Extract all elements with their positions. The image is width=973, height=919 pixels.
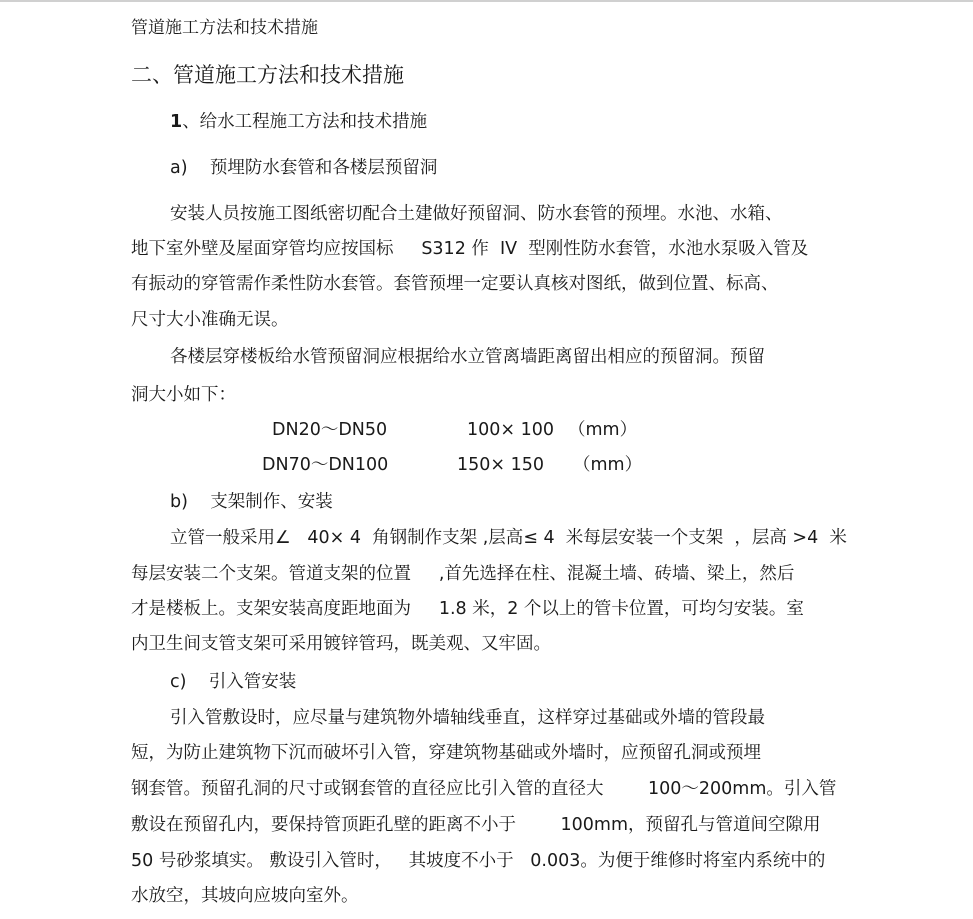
paragraph-line: 水放空，其坡向应坡向室外。 (131, 886, 359, 906)
paragraph-line: 有振动的穿管需作柔性防水套管。套管预埋一定要认真核对图纸，做到位置、标高、 (131, 274, 779, 294)
item-a-title: 预埋防水套管和各楼层预留洞 (209, 158, 438, 178)
paragraph-line: 内卫生间支管支架可采用镀锌管玛，既美观、又牢固。 (131, 634, 551, 654)
paragraph-line: 尺寸大小准确无误。 (131, 310, 289, 330)
paragraph-line: 才是楼板上。支架安装高度距地面为 1.8 米，2 个以上的管卡位置，可均匀安装。室 (131, 599, 804, 619)
paragraph-line: 引入管敷设时，应尽量与建筑物外墙轴线垂直，这样穿过基础或外墙的管段最 (170, 708, 765, 728)
item-b-marker: b) (170, 492, 188, 512)
item-b-title: 支架制作、安装 (210, 492, 333, 512)
section-title: 二、管道施工方法和技术措施 (131, 63, 404, 87)
item-c-title: 引入管安装 (208, 672, 297, 692)
paragraph-line: 敷设在预留孔内，要保持管顶距孔壁的距离不小于 100mm，预留孔与管道间空隙用 (131, 815, 821, 835)
size-row-dn: DN70～DN100 (262, 455, 389, 475)
paragraph-line: 每层安装二个支架。管道支架的位置 ,首先选择在柱、混凝土墙、砖墙、梁上，然后 (131, 564, 795, 584)
size-row-dn: DN20～DN50 (272, 420, 388, 440)
paragraph-line: 地下室外壁及屋面穿管均应按国标 S312 作 IV 型刚性防水套管，水池水泵吸入管及 (131, 239, 809, 259)
subsection-title-text: 、给水工程施工方法和技术措施 (182, 112, 428, 132)
subsection-title (170, 110, 427, 134)
item-b-heading (170, 490, 333, 514)
paragraph-line: 短，为防止建筑物下沉而破坏引入管，穿建筑物基础或外墙时，应预留孔洞或预埋 (131, 743, 761, 763)
item-a-heading (170, 156, 437, 180)
paragraph-line: 各楼层穿楼板给水管预留洞应根据给水立管离墙距离留出相应的预留洞。预留 (170, 347, 765, 367)
item-a-marker: a) (170, 158, 188, 178)
paragraph-line: 洞大小如下： (131, 385, 236, 405)
paragraph-line: 50 号砂浆填实。 敷设引入管时， 其坡度不小于 0.003。为便于维修时将室内系统中的 (131, 851, 826, 871)
page-header: 管道施工方法和技术措施 (131, 18, 318, 38)
size-row-size: 150× 150 (457, 455, 545, 475)
size-row-unit: （mm） (568, 420, 638, 440)
paragraph-line: 安装人员按施工图纸密切配合土建做好预留洞、防水套管的预埋。水池、水箱、 (170, 204, 783, 224)
paragraph-line: 立管一般采用∠ 40× 4 角钢制作支架 ,层高≤ 4 米每层安装一个支架 ，层高 >4 米 (170, 528, 847, 548)
item-c-heading (170, 670, 296, 694)
paragraph-line: 钢套管。预留孔洞的尺寸或钢套管的直径应比引入管的直径大 100～200mm。引入管 (131, 779, 837, 799)
item-c-marker: c) (170, 672, 187, 692)
top-rule (0, 0, 973, 2)
size-row-unit: （mm） (573, 455, 643, 475)
size-row-size: 100× 100 (467, 420, 555, 440)
subsection-number: 1 (170, 112, 183, 132)
